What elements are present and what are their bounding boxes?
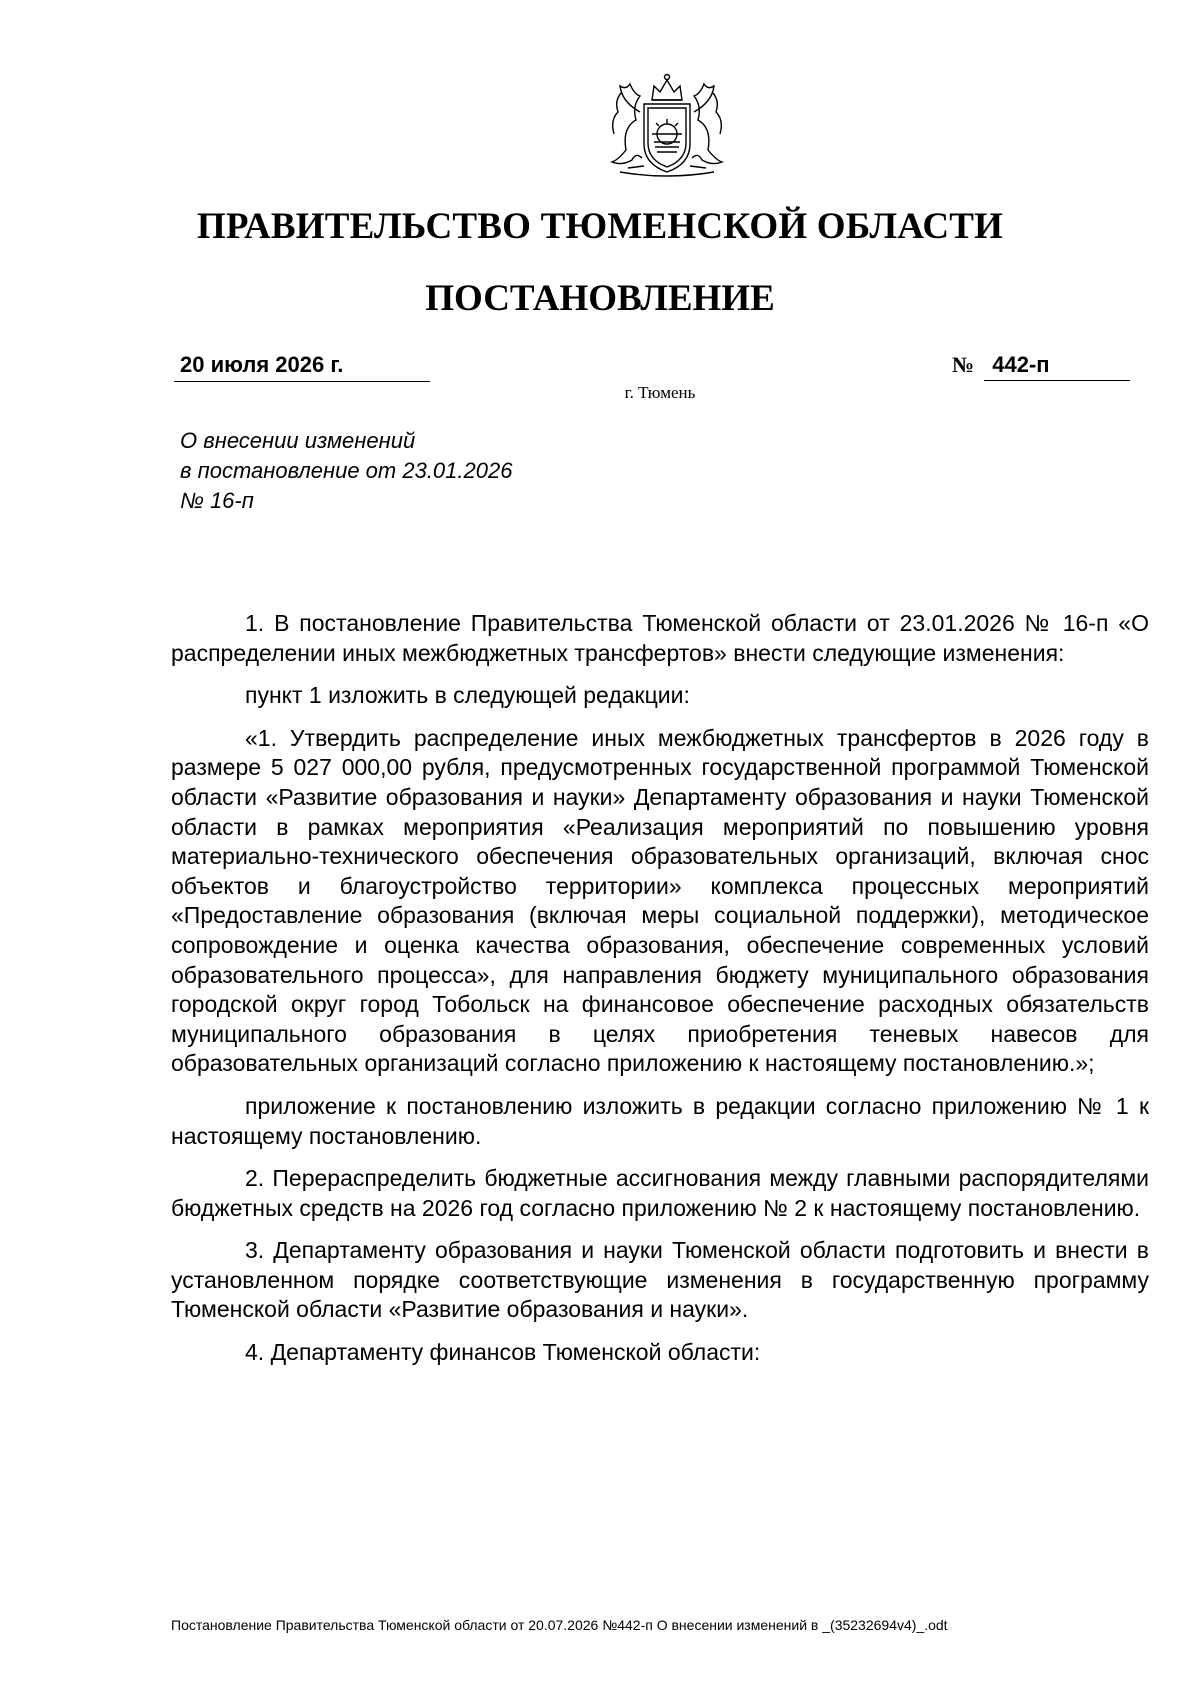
document-city: г. Тюмень bbox=[624, 383, 696, 402]
body-paragraph: приложение к постановлению изложить в редакции согласно приложению № 1 к настоящему постановлению. bbox=[171, 1092, 1149, 1149]
document-body bbox=[171, 609, 1149, 1381]
body-paragraph: 4. Департаменту финансов Тюменской области: bbox=[245, 1339, 761, 1366]
document-date: 20 июля 2026 г. bbox=[174, 350, 430, 382]
body-paragraph: пункт 1 изложить в следующей редакции: bbox=[245, 682, 690, 709]
number-sign: № bbox=[952, 352, 975, 377]
document-number: 442-п bbox=[984, 350, 1130, 381]
document-subject bbox=[180, 426, 600, 516]
body-paragraph: 3. Департаменту образования и науки Тюменской области подготовить и внести в установленном порядке соответствующие изменения в государственную программу Тюменской области «Развитие образования и науки». bbox=[171, 1237, 1149, 1323]
subject-line: в постановление от 23.01.2026 bbox=[180, 458, 513, 483]
subject-line: № 16-п bbox=[180, 488, 254, 513]
subject-line: О внесении изменений bbox=[180, 428, 416, 453]
page-footer: Постановление Правительства Тюменской области от 20.07.2026 №442-п О внесении изменений в _(35232694v4)_.odt bbox=[171, 1617, 948, 1633]
body-paragraph: 1. В постановление Правительства Тюменской области от 23.01.2026 № 16-п «О распределении иных межбюджетных трансфертов» внести следующие изменения: bbox=[171, 610, 1149, 666]
document-number-field bbox=[952, 350, 1137, 382]
body-paragraph: «1. Утвердить распределение иных межбюджетных трансфертов в 2026 году в размере 5 027 000,00 рубля, предусмотренных государственной программой Тюменской области «Развитие образования и науки» Департаменту образования и науки Тюменской области в рамках мероприятия «Реализация мероприятий по повышению уровня материально-технического обеспечения образовательных организаций, включая снос объектов и благоустройство территории» комплекса процессных мероприятий «Предоставление образования (включая меры социальной поддержки), методическое сопровождение и оценка качества образования, обеспечение современных условий образовательного процесса», для направления бюджету муниципального образования городской округ город Тобольск на финансовое обеспечение расходных обязательств муниципального образования в целях приобретения теневых навесов для образовательных организаций согласно приложению к настоящему постановлению.»; bbox=[171, 724, 1149, 1077]
coat-of-arms-icon bbox=[592, 72, 742, 182]
body-paragraph: 2. Перераспределить бюджетные ассигнования между главными распорядителями бюджетных средств на 2026 год согласно приложению № 2 к настоящему постановлению. bbox=[171, 1165, 1149, 1221]
document-type-title: ПОСТАНОВЛЕНИЕ bbox=[425, 278, 775, 319]
organization-title: ПРАВИТЕЛЬСТВО ТЮМЕНСКОЙ ОБЛАСТИ bbox=[196, 206, 1004, 247]
